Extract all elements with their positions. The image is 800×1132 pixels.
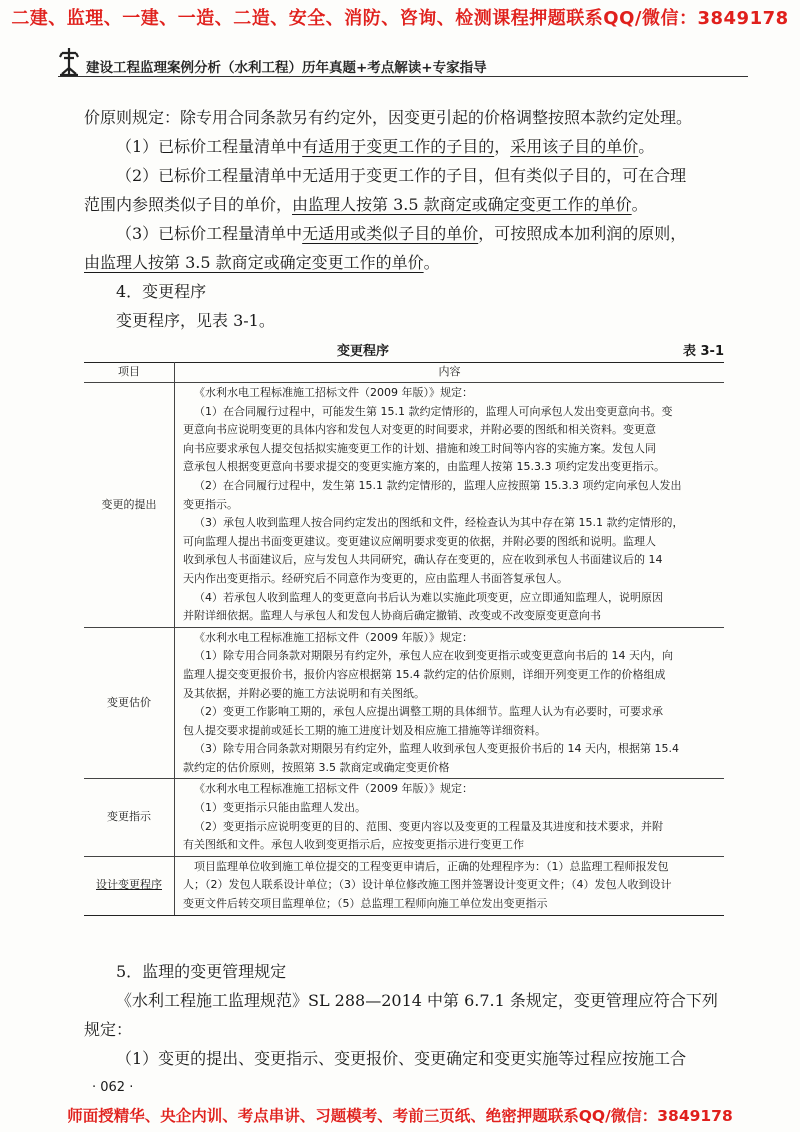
- content-line: （3）承包人收到监理人按合同约定发出的图纸和文件，经检查认为其中存在第 15.1 款约定情形的，: [194, 516, 684, 530]
- content-line: 包人提交要求提前或延长工期的施工进度计划及相应施工措施等详细资料。: [183, 723, 546, 737]
- content-line: 收到承包人书面建议后，应与发包人共同研究，确认存在变更的，应在收到承包人书面建议后的 14: [183, 553, 663, 567]
- price-rule-2-line-1: （2）已标价工程量清单中无适用于变更工作的子目，但有类似子目的，可在合理: [116, 166, 687, 185]
- row-content: [175, 383, 725, 628]
- content-line: 变更指示。: [183, 497, 238, 511]
- change-procedure-table: [84, 362, 724, 916]
- table-row: [84, 856, 724, 915]
- content-line: （3）除专用合同条款对期限另有约定外，监理人收到承包人变更报价书后的 14 天内，根据第 15.4: [194, 742, 679, 756]
- table-row: [84, 383, 724, 628]
- content-line: 并附详细依据。监理人与承包人和发包人协商后确定撤销、改变或不改变原变更意向书: [183, 609, 601, 623]
- row-label: 变更估价: [84, 627, 175, 779]
- price-rule-3-line-2: 由监理人按第 3.5 款商定或确定变更工作的单价。: [84, 253, 440, 272]
- page-number: · 062 ·: [92, 1080, 134, 1095]
- content-line: 及其依据，并附必要的施工方法说明和有关图纸。: [183, 686, 425, 700]
- price-rule-3-line-1: （3）已标价工程量清单中无适用或类似子目的单价，可按照成本加利润的原则，: [116, 224, 687, 243]
- book-header: [58, 46, 748, 77]
- table-row: [84, 779, 724, 856]
- content-line: 向书应要求承包人提交包括拟实施变更工作的计划、措施和竣工时间等内容的实施方案。发包人同: [183, 441, 656, 455]
- section-5-line-2: 规定：: [84, 1020, 133, 1039]
- section-5-line-3: （1）变更的提出、变更指示、变更报价、变更确定和变更实施等过程应按施工合: [116, 1049, 687, 1068]
- section-5-title: 5．监理的变更管理规定: [116, 962, 287, 981]
- section-5: [84, 957, 724, 1073]
- content-line: 《水利水电工程标准施工招标文件（2009 年版）》规定：: [194, 782, 473, 796]
- price-rule-2-line-2: 范围内参照类似子目的单价，由监理人按第 3.5 款商定或确定变更工作的单价。: [84, 195, 648, 214]
- content-line: 天内作出变更指示。经研究后不同意作为变更的，应由监理人书面答复承包人。: [183, 571, 568, 585]
- content-line: 意承包人根据变更意向书要求提交的变更实施方案的，由监理人按第 15.3.3 项约定发出变更指示。: [183, 460, 665, 474]
- table-header-row: [84, 363, 724, 383]
- content-line: 更意向书应说明变更的具体内容和发包人对变更的时间要求，并附必要的图纸和相关资料。变更意: [183, 423, 656, 437]
- content-line: （1）除专用合同条款对期限另有约定外，承包人应在收到变更指示或变更意向书后的 14 天内，向: [194, 649, 673, 663]
- content-line: 项目监理单位收到施工单位提交的工程变更申请后，正确的处理程序为：（1）总监理工程师报发包: [194, 859, 669, 873]
- content-line: （1）变更指示只能由监理人发出。: [194, 801, 366, 815]
- tower-logo-icon: [58, 46, 80, 76]
- table-row: [84, 627, 724, 779]
- content-line: 监理人提交变更报价书，报价内容应根据第 15.4 款约定的估价原则，详细开列变更工作的价格组成: [183, 667, 666, 681]
- book-title: 建设工程监理案例分析（水利工程）历年真题+考点解读+专家指导: [86, 60, 487, 76]
- row-content: [175, 856, 725, 915]
- row-label: 设计变更程序: [84, 856, 175, 915]
- content-line: （2）变更指示应说明变更的目的、范围、变更内容以及变更的工程量及其进度和技术要求，并附: [194, 819, 663, 833]
- content-line: 款约定的估价原则，按照第 3.5 款商定或确定变更价格: [183, 760, 450, 774]
- table-caption: [84, 340, 724, 360]
- row-content: [175, 627, 725, 779]
- content-line: （1）在合同履行过程中，可能发生第 15.1 款约定情形的，监理人可向承包人发出变更意向书。变: [194, 404, 673, 418]
- content-line: （4）若承包人收到监理人的变更意向书后认为难以实施此项变更，应立即通知监理人，说明原因: [194, 590, 663, 604]
- content-line: 可向监理人提出书面变更建议。变更建议应阐明要求变更的依据，并附必要的图纸和说明。监理人: [183, 534, 656, 548]
- row-content: [175, 779, 725, 856]
- row-label: 变更指示: [84, 779, 175, 856]
- row-label: 变更的提出: [84, 383, 175, 628]
- content-line: 人；（2）发包人联系设计单位；（3）设计单位修改施工图并签署设计变更文件；（4）发包人收到设计: [183, 878, 672, 892]
- header-item: 项目: [84, 363, 175, 383]
- table-title: 变更程序: [337, 344, 390, 359]
- content-line: （2）变更工作影响工期的，承包人应提出调整工期的具体细节。监理人认为有必要时，可要求承: [194, 705, 663, 719]
- intro-section: [84, 103, 724, 335]
- header-content: 内容: [175, 363, 725, 383]
- section-4-title: 4．变更程序: [116, 282, 207, 301]
- section-5-line-1: 《水利工程施工监理规范》SL 288—2014 中第 6.7.1 条规定，变更管理应符合下列: [116, 991, 718, 1010]
- content-line: 变更文件后转交项目监理单位；（5）总监理工程师向施工单位发出变更指示: [183, 897, 548, 911]
- content-line: （2）在合同履行过程中，发生第 15.1 款约定情形的，监理人应按照第 15.3.3 项约定向承包人发出: [194, 478, 682, 492]
- intro-paragraph: 价原则规定：除专用合同条款另有约定外，因变更引起的价格调整按照本款约定处理。: [84, 108, 693, 127]
- top-promo-banner: 二建、监理、一建、一造、二造、安全、消防、咨询、检测课程押题联系QQ/微信：3849178: [11, 8, 789, 29]
- content-line: 《水利水电工程标准施工招标文件（2009 年版）》规定：: [194, 630, 473, 644]
- section-4-text: 变更程序，见表 3-1。: [116, 311, 275, 330]
- content-line: 有关图纸和文件。承包人收到变更指示后，应按变更指示进行变更工作: [183, 838, 524, 852]
- table-number: 表 3-1: [682, 344, 724, 359]
- bottom-promo-banner: 师面授精华、央企内训、考点串讲、习题模考、考前三页纸、绝密押题联系QQ/微信：3849178: [67, 1107, 733, 1125]
- price-rule-1: （1）已标价工程量清单中有适用于变更工作的子目的，采用该子目的单价。: [116, 137, 655, 156]
- content-line: 《水利水电工程标准施工招标文件（2009 年版）》规定：: [194, 386, 473, 399]
